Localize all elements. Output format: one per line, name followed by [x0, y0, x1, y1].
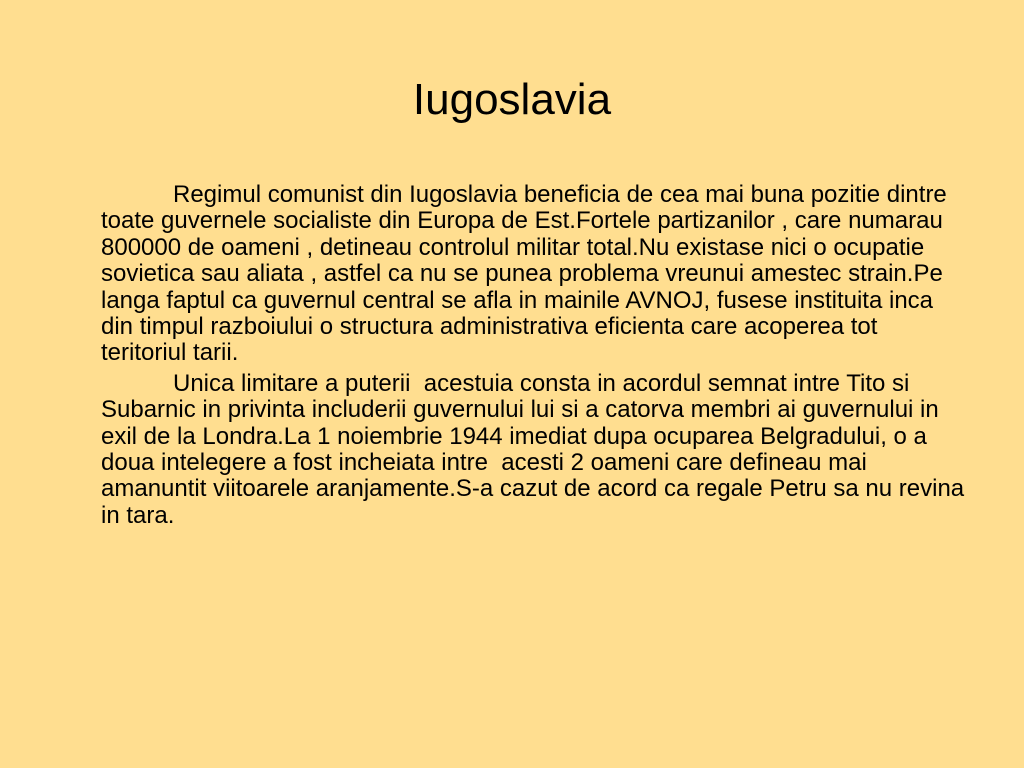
slide-body: [101, 182, 969, 533]
slide-title: Iugoslavia: [412, 75, 612, 124]
paragraph-1: Regimul comunist din Iugoslavia beneficia de cea mai buna pozitie dintre toate guvernele socialiste din Europa de Est.Fortele partizanilor , care numarau 800000 de oameni , detineau controlul militar total.Nu existase nici o ocupatie sovietica sau aliata , astfel ca nu se punea problema vreunui amestec strain.Pe langa faptul ca guvernul central se afla in mainile AVNOJ, fusese instituita inca din timpul razboiului o structura administrativa eficienta care acoperea tot teritoriul tarii.: [101, 181, 954, 367]
paragraph-2: Unica limitare a puterii acestuia consta in acordul semnat intre Tito si Subarnic in privinta includerii guvernului lui si a catorva membri ai guvernului in exil de la Londra.La 1 noiembrie 1944 imediat dupa ocuparea Belgradului, o a doua intelegere a fost incheiata intre acesti 2 oameni care defineau mai amanuntit viitoarele aranjamente.S-a cazut de acord ca regale Petru sa nu revina in tara.: [101, 369, 971, 529]
